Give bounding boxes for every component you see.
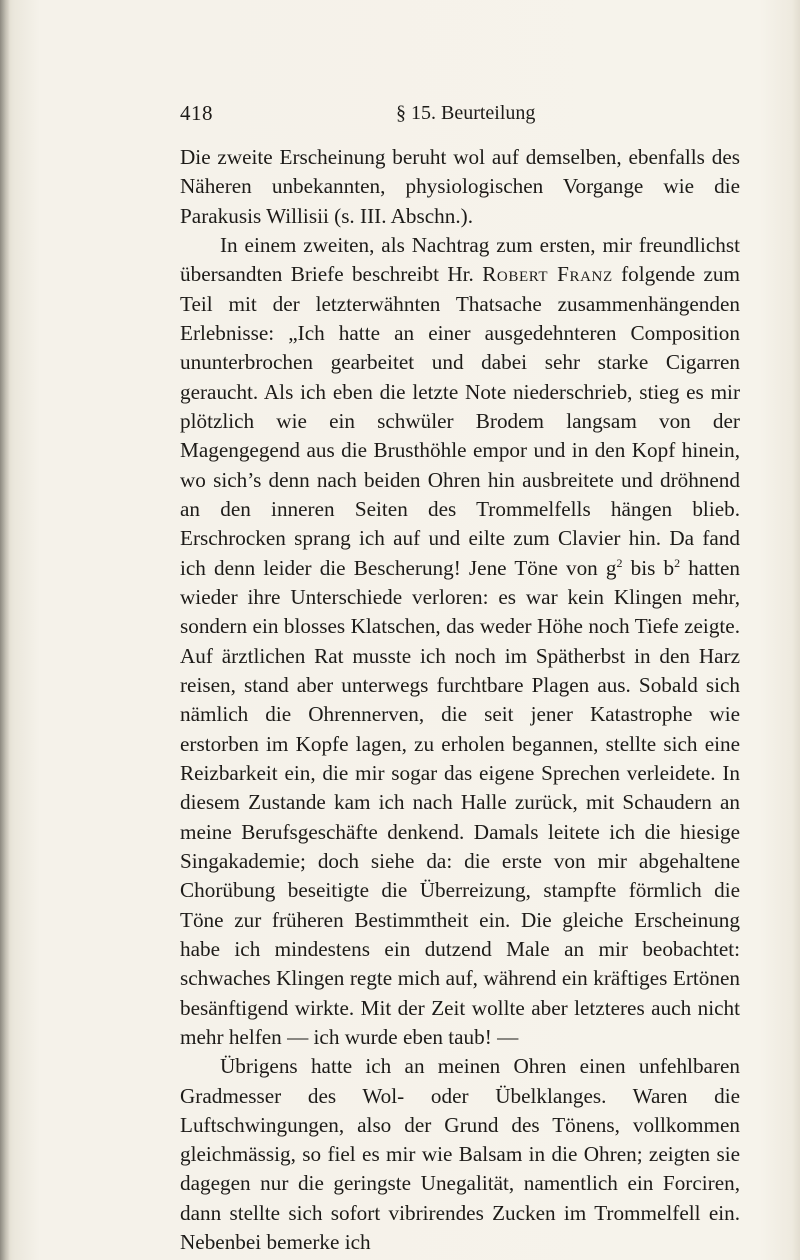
body-text bbox=[180, 143, 740, 1257]
page-number: 418 bbox=[180, 101, 213, 125]
page-gutter-shadow bbox=[0, 0, 10, 1260]
paragraph-1: Die zweite Erscheinung beruht wol auf demselben, ebenfalls des Näheren unbekannten, physiologischen Vorgange wie die Parakusis Willisii (s. III. Abschn.). bbox=[180, 145, 740, 228]
paragraph-3: Übrigens hatte ich an meinen Ohren einen unfehlbaren Gradmesser des Wol- oder Übelklanges. Waren die Luftschwingungen, also der Grund des Tönens, vollkommen gleichmässig, so fiel es mir wie Balsam in die Ohren; zeigten sie dagegen nur die geringste Unegalität, namentlich ein Forciren, dann stellte sich sofort vibrirendes Zucken im Trommelfell ein. Nebenbei bemerke ich bbox=[180, 1054, 740, 1255]
author-name: Robert Franz bbox=[482, 262, 613, 287]
paragraph-2 bbox=[180, 231, 740, 1052]
paragraph-2-range: bis b bbox=[622, 555, 675, 580]
running-head: § 15. Beurteilung bbox=[396, 102, 536, 124]
paragraph-2-quote-start: folgende zum Teil mit der letzterwähnten Thatsache zusammenhängenden Erlebnisse: „Ich hatte an einer ausgedehnteren Composition ununterbrochen gearbeitet und dabei sehr starke Cigarren geraucht. Als ich eben die letzte Note niederschrieb, stieg es mir plötzlich wie ein schwüler Brodem langsam von der Magengegend aus die Brusthöhle empor und in den Kopf hinein, wo sich’s denn nach beiden Ohren hin ausbreitete und dröhnend an den inneren Seiten des Trommelfells hängen blieb. Erschrocken sprang ich auf und eilte zum Clavier hin. Da fand ich denn leider die Bescherung! Jene Töne von g bbox=[180, 262, 740, 580]
paragraph-2-quote-rest: hatten wieder ihre Unterschiede verloren: es war kein Klingen mehr, sondern ein blosses Klatschen, das weder Höhe noch Tiefe zeigte. Auf ärztlichen Rat musste ich noch im Spätherbst in den Harz reisen, stand aber unterwegs furchtbare Plagen aus. Sobald sich nämlich die Ohrennerven, die seit jener Katastrophe wie erstorben im Kopfe lagen, zu erholen begannen, stellte sich eine Reizbarkeit ein, die mir sogar das eigene Sprechen verleidete. In diesem Zustande kam ich nach Halle zurück, mit Schaudern an meine Berufsgeschäfte denkend. Damals leitete ich die hiesige Singakademie; doch siehe da: die erste von mir abgehaltene Chorübung beseitigte die Überreizung, stampfte förmlich die Töne zur früheren Bestimmtheit ein. Die gleiche Erscheinung habe ich mindestens ein dutzend Male an mir beobachtet: schwaches Klingen regte mich auf, während ein kräftiges Ertönen besänftigend wirkte. Mit der Zeit wollte aber letzteres auch nicht mehr helfen — ich wurde eben taub! — bbox=[180, 555, 740, 1049]
paragraph-2-intro: In einem zweiten, als Nachtrag zum ersten, mir freundlichst übersandten Briefe beschreibt Hr. bbox=[180, 232, 740, 287]
superscript-b: 2 bbox=[674, 555, 681, 570]
page-header bbox=[180, 101, 740, 131]
superscript-g: 2 bbox=[616, 555, 623, 570]
